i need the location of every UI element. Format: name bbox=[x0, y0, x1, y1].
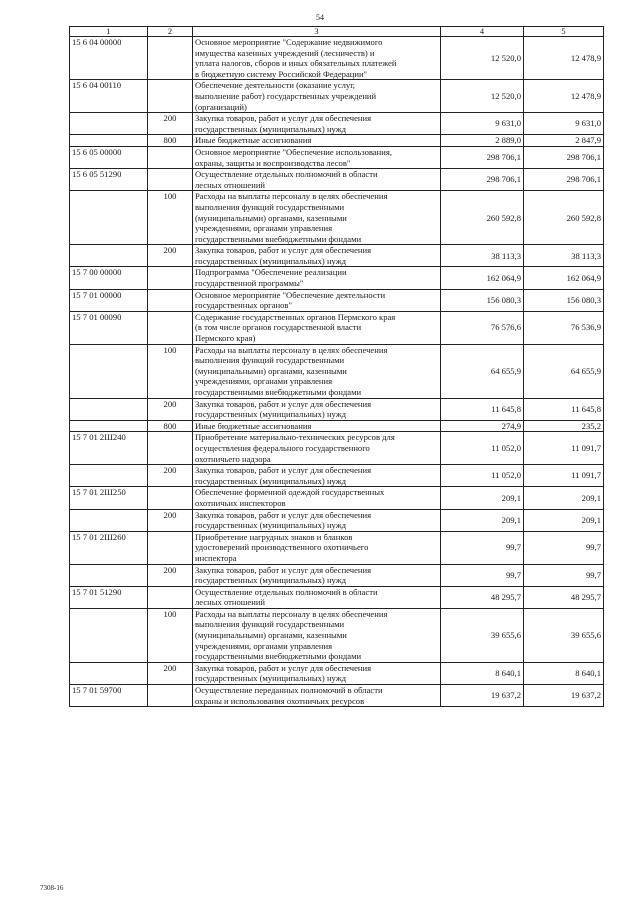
amount-cell-col5: 209,1 bbox=[524, 487, 604, 509]
code-cell: 15 6 04 00110 bbox=[70, 80, 148, 113]
amount-cell-col4: 8 640,1 bbox=[441, 662, 524, 684]
code-cell bbox=[70, 420, 148, 432]
description-cell: Содержание государственных органов Пермского края (в том числе органов государственной власти Пермского края) bbox=[193, 311, 441, 344]
expense-type-cell bbox=[148, 267, 193, 289]
expense-type-cell: 800 bbox=[148, 135, 193, 147]
table-row bbox=[70, 432, 604, 465]
expense-type-cell: 200 bbox=[148, 398, 193, 420]
amount-cell-col5: 235,2 bbox=[524, 420, 604, 432]
amount-cell-col5: 48 295,7 bbox=[524, 586, 604, 608]
amount-cell-col4: 12 520,0 bbox=[441, 80, 524, 113]
amount-cell-col5: 11 091,7 bbox=[524, 465, 604, 487]
amount-cell-col5: 2 847,9 bbox=[524, 135, 604, 147]
amount-cell-col4: 19 637,2 bbox=[441, 685, 524, 707]
header-cell-3: 3 bbox=[193, 27, 441, 37]
description-cell: Иные бюджетные ассигнования bbox=[193, 135, 441, 147]
expense-type-cell bbox=[148, 531, 193, 564]
expense-type-cell: 200 bbox=[148, 662, 193, 684]
amount-cell-col5: 64 655,9 bbox=[524, 344, 604, 398]
amount-cell-col5: 9 631,0 bbox=[524, 113, 604, 135]
code-cell: 15 7 01 2Ш250 bbox=[70, 487, 148, 509]
code-cell bbox=[70, 344, 148, 398]
table-row bbox=[70, 80, 604, 113]
amount-cell-col5: 11 645,8 bbox=[524, 398, 604, 420]
description-cell: Обеспечение форменной одеждой государственных охотничьих инспекторов bbox=[193, 487, 441, 509]
code-cell bbox=[70, 135, 148, 147]
amount-cell-col4: 11 052,0 bbox=[441, 432, 524, 465]
amount-cell-col4: 274,9 bbox=[441, 420, 524, 432]
header-cell-4: 4 bbox=[441, 27, 524, 37]
budget-table bbox=[69, 26, 604, 707]
expense-type-cell bbox=[148, 169, 193, 191]
code-cell: 15 7 01 51290 bbox=[70, 586, 148, 608]
code-cell: 15 6 05 00000 bbox=[70, 146, 148, 168]
expense-type-cell: 100 bbox=[148, 608, 193, 662]
amount-cell-col5: 99,7 bbox=[524, 531, 604, 564]
table-row bbox=[70, 487, 604, 509]
description-cell: Закупка товаров, работ и услуг для обеспечения государственных (муниципальных) нужд bbox=[193, 398, 441, 420]
code-cell bbox=[70, 113, 148, 135]
description-cell: Осуществление отдельных полномочий в области лесных отношений bbox=[193, 169, 441, 191]
expense-type-cell: 200 bbox=[148, 509, 193, 531]
code-cell bbox=[70, 191, 148, 245]
amount-cell-col5: 76 536,9 bbox=[524, 311, 604, 344]
amount-cell-col4: 99,7 bbox=[441, 531, 524, 564]
amount-cell-col4: 39 655,6 bbox=[441, 608, 524, 662]
table-row bbox=[70, 509, 604, 531]
table-row bbox=[70, 311, 604, 344]
description-cell: Основное мероприятие "Содержание недвижимого имущества казенных учреждений (лесничеств) и уплата налогов, сборов и иных обязательных платежей в бюджетную систему Российской Федерации" bbox=[193, 37, 441, 80]
description-cell: Обеспечение деятельности (оказание услуг, выполнение работ) государственных учреждений (организаций) bbox=[193, 80, 441, 113]
amount-cell-col5: 11 091,7 bbox=[524, 432, 604, 465]
header-cell-5: 5 bbox=[524, 27, 604, 37]
table-row bbox=[70, 531, 604, 564]
header-cell-1: 1 bbox=[70, 27, 148, 37]
table-row bbox=[70, 420, 604, 432]
description-cell: Закупка товаров, работ и услуг для обеспечения государственных (муниципальных) нужд bbox=[193, 564, 441, 586]
amount-cell-col4: 156 080,3 bbox=[441, 289, 524, 311]
amount-cell-col5: 12 478,9 bbox=[524, 37, 604, 80]
amount-cell-col5: 209,1 bbox=[524, 509, 604, 531]
table-row bbox=[70, 564, 604, 586]
code-cell: 15 7 01 2Ш240 bbox=[70, 432, 148, 465]
expense-type-cell bbox=[148, 289, 193, 311]
description-cell: Расходы на выплаты персоналу в целях обеспечения выполнения функций государственными (муниципальными) органами, казенными учреждениями, органами управления государственными внебюджетными фондами bbox=[193, 191, 441, 245]
code-cell: 15 7 01 2Ш260 bbox=[70, 531, 148, 564]
table-row bbox=[70, 685, 604, 707]
description-cell: Основное мероприятие "Обеспечение использования, охраны, защиты и воспроизводства лесов" bbox=[193, 146, 441, 168]
header-cell-2: 2 bbox=[148, 27, 193, 37]
expense-type-cell: 100 bbox=[148, 344, 193, 398]
code-cell bbox=[70, 398, 148, 420]
code-cell: 15 7 01 00090 bbox=[70, 311, 148, 344]
amount-cell-col5: 156 080,3 bbox=[524, 289, 604, 311]
amount-cell-col4: 11 645,8 bbox=[441, 398, 524, 420]
expense-type-cell: 200 bbox=[148, 113, 193, 135]
expense-type-cell bbox=[148, 146, 193, 168]
code-cell bbox=[70, 465, 148, 487]
expense-type-cell: 100 bbox=[148, 191, 193, 245]
expense-type-cell bbox=[148, 685, 193, 707]
description-cell: Иные бюджетные ассигнования bbox=[193, 420, 441, 432]
expense-type-cell bbox=[148, 311, 193, 344]
table-row bbox=[70, 113, 604, 135]
amount-cell-col5: 39 655,6 bbox=[524, 608, 604, 662]
description-cell: Расходы на выплаты персоналу в целях обеспечения выполнения функций государственными (муниципальными) органами, казенными учреждениями, органами управления государственными внебюджетными фондами bbox=[193, 344, 441, 398]
expense-type-cell: 200 bbox=[148, 465, 193, 487]
amount-cell-col4: 9 631,0 bbox=[441, 113, 524, 135]
description-cell: Закупка товаров, работ и услуг для обеспечения государственных (муниципальных) нужд bbox=[193, 245, 441, 267]
code-cell: 15 7 01 00000 bbox=[70, 289, 148, 311]
expense-type-cell: 800 bbox=[148, 420, 193, 432]
description-cell: Основное мероприятие "Обеспечение деятельности государственных органов" bbox=[193, 289, 441, 311]
table-row bbox=[70, 37, 604, 80]
description-cell: Подпрограмма "Обеспечение реализации государственной программы" bbox=[193, 267, 441, 289]
description-cell: Осуществление переданных полномочий в области охраны и использования охотничьих ресурсов bbox=[193, 685, 441, 707]
code-cell: 15 6 04 00000 bbox=[70, 37, 148, 80]
amount-cell-col4: 209,1 bbox=[441, 509, 524, 531]
table-row bbox=[70, 586, 604, 608]
code-cell bbox=[70, 564, 148, 586]
table-row bbox=[70, 398, 604, 420]
table-row bbox=[70, 465, 604, 487]
amount-cell-col5: 99,7 bbox=[524, 564, 604, 586]
description-cell: Расходы на выплаты персоналу в целях обеспечения выполнения функций государственными (муниципальными) органами, казенными учреждениями, органами управления государственными внебюджетными фондами bbox=[193, 608, 441, 662]
table-row bbox=[70, 662, 604, 684]
expense-type-cell bbox=[148, 80, 193, 113]
amount-cell-col4: 38 113,3 bbox=[441, 245, 524, 267]
code-cell bbox=[70, 509, 148, 531]
code-cell: 15 6 05 51290 bbox=[70, 169, 148, 191]
expense-type-cell bbox=[148, 586, 193, 608]
table-row bbox=[70, 146, 604, 168]
document-code: 7308-16 bbox=[40, 884, 64, 892]
amount-cell-col4: 12 520,0 bbox=[441, 37, 524, 80]
amount-cell-col4: 260 592,8 bbox=[441, 191, 524, 245]
amount-cell-col5: 298 706,1 bbox=[524, 146, 604, 168]
amount-cell-col5: 38 113,3 bbox=[524, 245, 604, 267]
amount-cell-col4: 64 655,9 bbox=[441, 344, 524, 398]
table-row bbox=[70, 289, 604, 311]
description-cell: Закупка товаров, работ и услуг для обеспечения государственных (муниципальных) нужд bbox=[193, 662, 441, 684]
amount-cell-col4: 2 889,0 bbox=[441, 135, 524, 147]
amount-cell-col4: 48 295,7 bbox=[441, 586, 524, 608]
description-cell: Осуществление отдельных полномочий в области лесных отношений bbox=[193, 586, 441, 608]
amount-cell-col5: 8 640,1 bbox=[524, 662, 604, 684]
amount-cell-col4: 209,1 bbox=[441, 487, 524, 509]
table-row bbox=[70, 608, 604, 662]
amount-cell-col4: 298 706,1 bbox=[441, 169, 524, 191]
description-cell: Закупка товаров, работ и услуг для обеспечения государственных (муниципальных) нужд bbox=[193, 509, 441, 531]
table-row bbox=[70, 245, 604, 267]
code-cell bbox=[70, 662, 148, 684]
amount-cell-col4: 298 706,1 bbox=[441, 146, 524, 168]
amount-cell-col5: 298 706,1 bbox=[524, 169, 604, 191]
expense-type-cell: 200 bbox=[148, 564, 193, 586]
amount-cell-col5: 19 637,2 bbox=[524, 685, 604, 707]
code-cell: 15 7 01 59700 bbox=[70, 685, 148, 707]
table-row bbox=[70, 135, 604, 147]
header-row bbox=[70, 27, 604, 37]
expense-type-cell bbox=[148, 487, 193, 509]
code-cell bbox=[70, 245, 148, 267]
expense-type-cell bbox=[148, 37, 193, 80]
expense-type-cell: 200 bbox=[148, 245, 193, 267]
table-row bbox=[70, 169, 604, 191]
code-cell bbox=[70, 608, 148, 662]
amount-cell-col4: 11 052,0 bbox=[441, 465, 524, 487]
description-cell: Закупка товаров, работ и услуг для обеспечения государственных (муниципальных) нужд bbox=[193, 113, 441, 135]
table-row bbox=[70, 191, 604, 245]
expense-type-cell bbox=[148, 432, 193, 465]
description-cell: Приобретение материально-технических ресурсов для осуществления федерального государственного охотничьего надзора bbox=[193, 432, 441, 465]
amount-cell-col5: 12 478,9 bbox=[524, 80, 604, 113]
table-row bbox=[70, 344, 604, 398]
amount-cell-col4: 162 064,9 bbox=[441, 267, 524, 289]
amount-cell-col5: 260 592,8 bbox=[524, 191, 604, 245]
table-row bbox=[70, 267, 604, 289]
amount-cell-col4: 99,7 bbox=[441, 564, 524, 586]
description-cell: Закупка товаров, работ и услуг для обеспечения государственных (муниципальных) нужд bbox=[193, 465, 441, 487]
description-cell: Приобретение нагрудных знаков и бланков удостоверений производственного охотничьего инспектора bbox=[193, 531, 441, 564]
amount-cell-col5: 162 064,9 bbox=[524, 267, 604, 289]
amount-cell-col4: 76 576,6 bbox=[441, 311, 524, 344]
page-number: 54 bbox=[316, 13, 324, 22]
code-cell: 15 7 00 00000 bbox=[70, 267, 148, 289]
table-body bbox=[70, 27, 604, 707]
